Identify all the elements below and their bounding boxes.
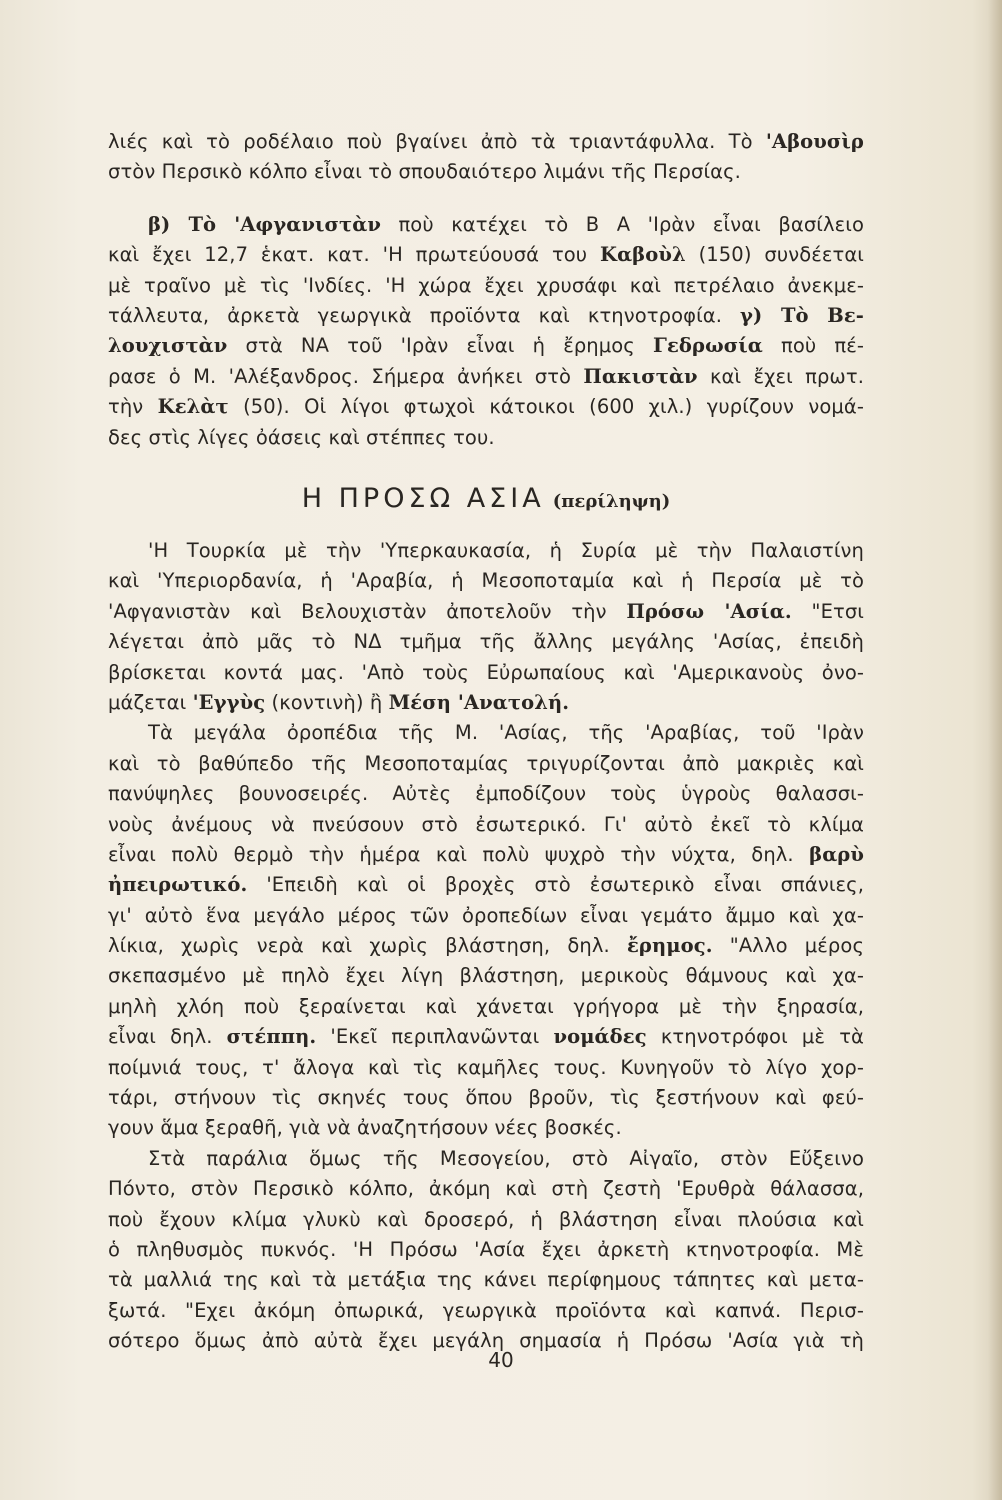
text-line: ξωτά. "Εχει ἀκόμη ὀπωρικά, γεωργικὰ προϊόντα καὶ καπνά. Περισ- [108, 1298, 864, 1322]
bold-term: Κελὰτ [157, 395, 229, 419]
text-line: εἶναι δηλ. στέππη. 'Εκεῖ περιπλανῶνται νομάδες κτηνοτρόφοι μὲ τὰ [108, 1025, 864, 1049]
bold-term: Καβοὺλ [600, 243, 686, 267]
text-line: τὴν Κελὰτ (50). Οἱ λίγοι φτωχοὶ κάτοικοι (600 χιλ.) γυρίζουν νομά- [108, 395, 864, 419]
bold-term: Μέση 'Ανατολή. [388, 690, 570, 714]
text-line: τάρι, στήνουν τὶς σκηνές τους ὅπου βροῦν, τὶς ξεστήνουν καὶ φεύ- [108, 1086, 864, 1110]
section-heading [108, 477, 864, 521]
bold-term: νομάδες [553, 1025, 647, 1049]
text-line: καὶ ἔχει 12,7 ἑκατ. κατ. 'Η πρωτεύουσά του Καβοὺλ (150) συνδέεται [108, 243, 864, 267]
text-line: ρασε ὁ Μ. 'Αλέξανδρος. Σήμερα ἀνήκει στὸ Πακιστὰν καὶ ἔχει πρωτ. [108, 364, 865, 388]
text-line: ἠπειρωτικό. 'Επειδὴ καὶ οἱ βροχὲς στὸ ἐσωτερικὸ εἶναι σπάνιες, [108, 873, 864, 897]
text-line: πανύψηλες βουνοσειρές. Αὐτὲς ἐμποδίζουν τοὺς ὑγροὺς θαλασσι- [108, 782, 864, 806]
text-line: στὸν Περσικὸ κόλπο εἶναι τὸ σπουδαιότερο λιμάνι τῆς Περσίας. [108, 160, 741, 184]
bold-term: ἠπειρωτικό. [108, 873, 248, 897]
text-line: γι' αὐτὸ ἕνα μεγάλο μέρος τῶν ὀροπεδίων εἶναι γεμάτο ἄμμο καὶ χα- [108, 903, 864, 927]
bold-term: γ) Τὸ Βε- [740, 303, 864, 327]
text-line: σκεπασμένο μὲ πηλὸ ἔχει λίγη βλάστηση, μερικοὺς θάμνους καὶ χα- [108, 964, 864, 988]
text-line: λιές καὶ τὸ ροδέλαιο ποὺ βγαίνει ἀπὸ τὰ τριαντάφυλλα. Τὸ 'Αβουσὶρ [108, 130, 864, 153]
text-line: μηλὴ χλόη ποὺ ξεραίνεται καὶ χάνεται γρήγορα μὲ τὴν ξηρασία, [108, 994, 864, 1018]
bold-term: β) Τὸ 'Αφγανιστὰν [148, 212, 381, 236]
page-edge-shadow [988, 0, 1002, 1500]
text-line: δες στὶς λίγες ὀάσεις καὶ στέππες του. [108, 425, 495, 449]
text-line: 'Η Τουρκία μὲ τὴν 'Υπερκαυκασία, ἡ Συρία μὲ τὴν Παλαιστίνη [148, 539, 864, 562]
text-line: λουχιστὰν στὰ ΝΑ τοῦ 'Ιρὰν εἶναι ἡ ἔρημος Γεδρωσία ποὺ πέ- [108, 334, 865, 358]
text-line: β) Τὸ 'Αφγανιστὰν ποὺ κατέχει τὸ Β Α 'Ιρὰν εἶναι βασίλειο [148, 212, 864, 236]
heading-title: Η ΠΡΟΣΩ ΑΣΙΑ [301, 483, 545, 514]
text-line: Στὰ παράλια ὅμως τῆς Μεσογείου, στὸ Αἰγαῖο, στὸν Εὔξεινο [148, 1146, 864, 1170]
text-line: εἶναι πολὺ θερμὸ τὴν ἡμέρα καὶ πολὺ ψυχρὸ τὴν νύχτα, δηλ. βαρὺ [108, 842, 864, 866]
bold-term: 'Αβουσὶρ [765, 130, 864, 153]
bold-term: βαρὺ [809, 842, 864, 866]
text-line: βρίσκεται κοντά μας. 'Απὸ τοὺς Εὐρωπαίους καὶ 'Αμερικανοὺς ὀνο- [108, 660, 864, 684]
text-line: ποίμνιά τους, τ' ἄλογα καὶ τὶς καμῆλες τους. Κυνηγοῦν τὸ λίγο χορ- [108, 1055, 864, 1079]
bold-term: Πρόσω 'Ασία. [626, 599, 792, 623]
page-number: 40 [488, 1348, 514, 1372]
text-line: σότερο ὅμως ἀπὸ αὐτὰ ἔχει μεγάλη σημασία ἡ Πρόσω 'Ασία γιὰ τὴ [108, 1329, 864, 1353]
text-line: ποὺ ἔχουν κλίμα γλυκὺ καὶ δροσερό, ἡ βλάστηση εἶναι πλούσια καὶ [108, 1207, 864, 1231]
text-line: λέγεται ἀπὸ μᾶς τὸ ΝΔ τμῆμα τῆς ἄλλης μεγάλης 'Ασίας, ἐπειδὴ [108, 630, 864, 654]
bold-term: λουχιστὰν [108, 334, 228, 358]
text-line: ὁ πληθυσμὸς πυκνός. 'Η Πρόσω 'Ασία ἔχει ἀρκετὴ κτηνοτροφία. Μὲ [108, 1237, 864, 1261]
paragraph-gap [108, 188, 864, 210]
text-line: καὶ 'Υπεριορδανία, ἡ 'Αραβία, ἡ Μεσοποταμία καὶ ἡ Περσία μὲ τὸ [108, 569, 864, 593]
heading-subtitle: (περίληψη) [552, 491, 671, 512]
bold-term: στέππη. [226, 1025, 317, 1049]
text-line: μὲ τραῖνο μὲ τὶς 'Ινδίες. 'Η χώρα ἔχει χρυσάφι καὶ πετρέλαιο ἀνεκμε- [108, 273, 864, 297]
text-line: μάζεται 'Εγγὺς (κοντινὴ) ἢ Μέση 'Ανατολή. [108, 690, 570, 714]
text-line: τάλλευτα, ἀρκετὰ γεωργικὰ προϊόντα καὶ κτηνοτροφία. γ) Τὸ Βε- [108, 303, 864, 327]
bold-term: ἔρημος. [626, 934, 713, 958]
text-line: τὰ μαλλιά της καὶ τὰ μετάξια της κάνει περίφημους τάπητες καὶ μετα- [108, 1268, 864, 1292]
text-line: καὶ τὸ βαθύπεδο τῆς Μεσοποταμίας τριγυρίζονται ἀπὸ μακριὲς καὶ [108, 751, 864, 775]
page-text [108, 127, 865, 1353]
section-body [108, 536, 864, 1357]
text-line: γουν ἅμα ξεραθῆ, γιὰ νὰ ἀναζητήσουν νέες βοσκές. [108, 1116, 622, 1140]
text-line: Τὰ μεγάλα ὀροπέδια τῆς Μ. 'Ασίας, τῆς 'Αραβίας, τοῦ 'Ιρὰν [148, 721, 864, 745]
text-line: λίκια, χωρὶς νερὰ καὶ χωρὶς βλάστηση, δηλ. ἔρημος. "Αλλο μέρος [108, 934, 864, 958]
bold-term: Γεδρωσία [653, 334, 763, 358]
text-line: 'Αφγανιστὰν καὶ Βελουχιστὰν ἀποτελοῦν τὴν Πρόσω 'Ασία. "Ετσι [108, 599, 864, 623]
text-line: νοὺς ἀνέμους νὰ πνεύσουν στὸ ἐσωτερικό. Γι' αὐτὸ ἐκεῖ τὸ κλίμα [108, 812, 864, 836]
text-line: Πόντο, στὸν Περσικὸ κόλπο, ἀκόμη καὶ στὴ ζεστὴ 'Ερυθρὰ θάλασσα, [108, 1177, 864, 1201]
bold-term: Πακιστὰν [583, 364, 698, 388]
bold-term: 'Εγγὺς [192, 690, 266, 714]
